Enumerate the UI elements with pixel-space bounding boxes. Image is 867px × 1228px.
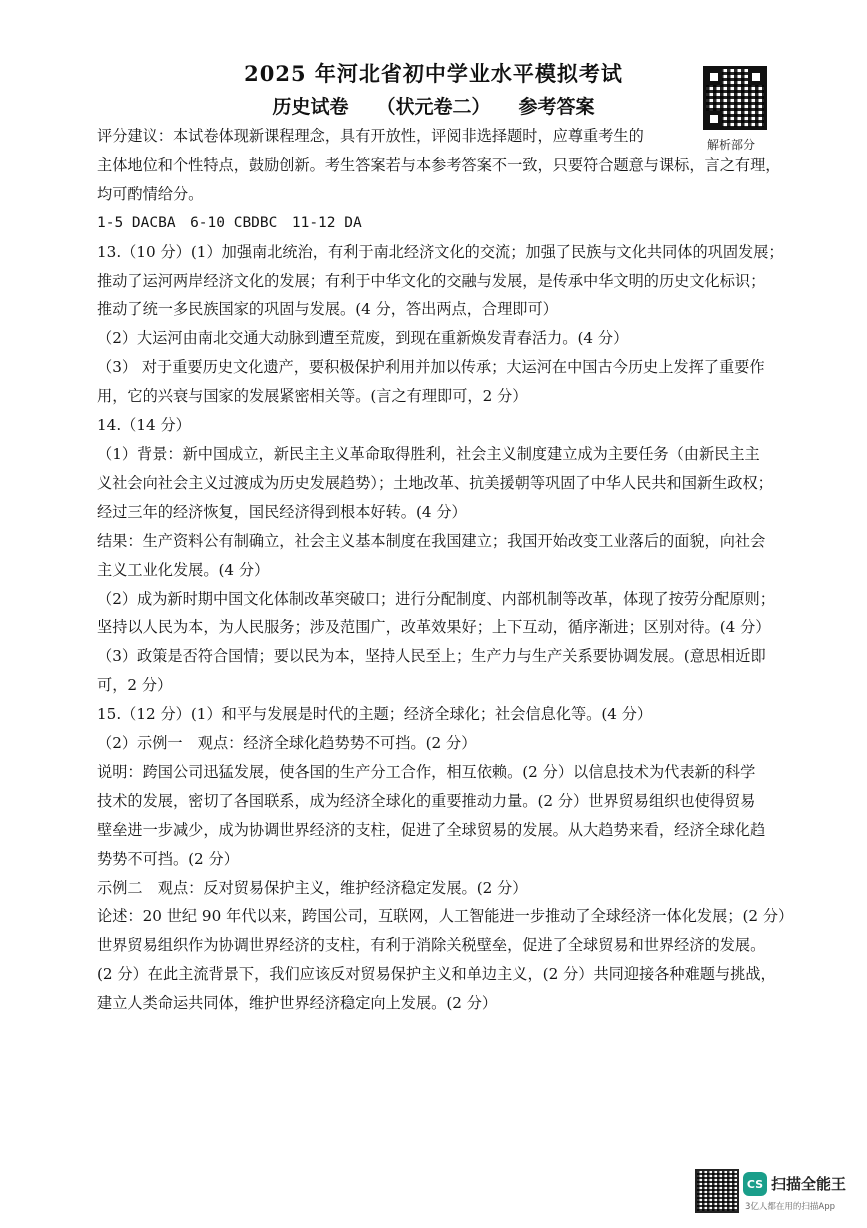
text-line: 主体地位和个性特点，鼓励创新。考生答案若与本参考答案不一致，只要符合题意与课标，言之有理， xyxy=(97,155,781,174)
text-line: 评分建议：本试卷体现新课程理念，具有开放性，评阅非选择题时，应尊重考生的 xyxy=(97,127,644,145)
text-line: （3）政策是否符合国情；要以民为本，坚持人民至上；生产力与生产关系要协调发展。(意思相近即 xyxy=(97,647,766,666)
text-line: 世界贸易组织作为协调世界经济的支柱，有利于消除关税壁垒，促进了全球贸易和世界经济的发展。 xyxy=(97,936,766,955)
text-line: 势势不可挡。(2 分） xyxy=(97,849,239,868)
text-line: 义社会向社会主义过渡成为历史发展趋势）；土地改革、抗美援朝等巩固了中华人民共和国新生政权； xyxy=(97,473,773,492)
camscanner-logo-icon: CS xyxy=(743,1172,767,1196)
answer-body xyxy=(97,122,802,1018)
text-line: 建立人类命运共同体，维护世界经济稳定向上发展。(2 分） xyxy=(97,994,498,1013)
text-line: 均可酌情给分。 xyxy=(97,184,204,203)
text-line: 15.（12 分）(1）和平与发展是时代的主题；经济全球化；社会信息化等。(4 分） xyxy=(97,705,653,724)
text-line: （2）大运河由南北交通大动脉到遭至荒废，到现在重新焕发青春活力。(4 分） xyxy=(97,329,629,348)
text-line: 推动了运河两岸经济文化的发展；有利于中华文化的交融与发展，是传承中华文明的历史文化标识； xyxy=(97,271,766,290)
qr-caption: 解析部分 xyxy=(707,138,756,152)
text-line: 壁垒进一步减少，成为协调世界经济的支柱，促进了全球贸易的发展。从大趋势来看，经济全球化趋 xyxy=(97,820,766,839)
qr-finder-icon xyxy=(706,69,722,85)
watermark-qr-icon[interactable] xyxy=(695,1169,739,1213)
text-line: 论述：20 世纪 90 年代以来，跨国公司，互联网，人工智能进一步推动了全球经济一体化发展；(2 分） xyxy=(97,907,794,926)
text-line: 推动了统一多民族国家的巩固与发展。(4 分，答出两点，合理即可） xyxy=(97,300,558,319)
text-line: （2）示例一 观点：经济全球化趋势势不可挡。(2 分） xyxy=(97,734,477,753)
qr-code-icon[interactable] xyxy=(703,66,767,130)
text-line: 坚持以人民为本，为人民服务；涉及范围广，改革效果好；上下互动，循序渐进；区别对待。(4 分） xyxy=(97,618,771,637)
text-line: (2 分）在此主流背景下，我们应该反对贸易保护主义和单边主义，(2 分）共同迎接各种难题与挑战， xyxy=(97,965,776,984)
text-line: 结果：生产资料公有制确立，社会主义基本制度在我国建立；我国开始改变工业落后的面貌，向社会 xyxy=(97,531,766,550)
qr-finder-icon xyxy=(748,69,764,85)
volume-label: （状元卷二） xyxy=(376,96,491,118)
exam-title: 2025 年河北省初中学业水平模拟考试 xyxy=(244,61,623,86)
text-line: 14.（14 分） xyxy=(97,416,191,435)
text-line: （1）背景：新中国成立，新民主主义革命取得胜利，社会主义制度建立成为主要任务（由新民主主 xyxy=(97,444,760,463)
text-line: 可，2 分） xyxy=(97,676,173,695)
text-line: 主义工业化发展。(4 分） xyxy=(97,560,270,579)
choice-answers: 1-5 DACBA 6-10 CBDBC 11-12 DA xyxy=(97,214,362,231)
watermark-tagline: 3亿人都在用的扫描App xyxy=(745,1202,836,1212)
text-line: 用，它的兴衰与国家的发展紧密相关等。(言之有理即可，2 分） xyxy=(97,387,528,406)
subject-label: 历史试卷 xyxy=(272,96,349,118)
text-line: （2）成为新时期中国文化体制改革突破口；进行分配制度、内部机制等改革，体现了按劳分配原则； xyxy=(97,589,775,608)
text-line: 经过三年的经济恢复，国民经济得到根本好转。(4 分） xyxy=(97,502,467,521)
text-line: 技术的发展，密切了各国联系，成为经济全球化的重要推动力量。(2 分）世界贸易组织也使得贸易 xyxy=(97,791,756,810)
text-line: 说明：跨国公司迅猛发展，使各国的生产分工合作，相互依赖。(2 分）以信息技术为代表新的科学 xyxy=(97,762,756,781)
answer-key-label: 参考答案 xyxy=(518,96,595,118)
watermark-app-name: 扫描全能王 xyxy=(771,1175,847,1193)
text-line: 示例二 观点：反对贸易保护主义，维护经济稳定发展。(2 分） xyxy=(97,878,528,897)
text-line: 13.（10 分）(1）加强南北统治，有利于南北经济文化的交流；加强了民族与文化共同体的巩固发展； xyxy=(97,242,784,261)
text-line: （3） 对于重要历史文化遗产，要积极保护利用并加以传承；大运河在中国古今历史上发挥了重要作 xyxy=(97,358,765,377)
